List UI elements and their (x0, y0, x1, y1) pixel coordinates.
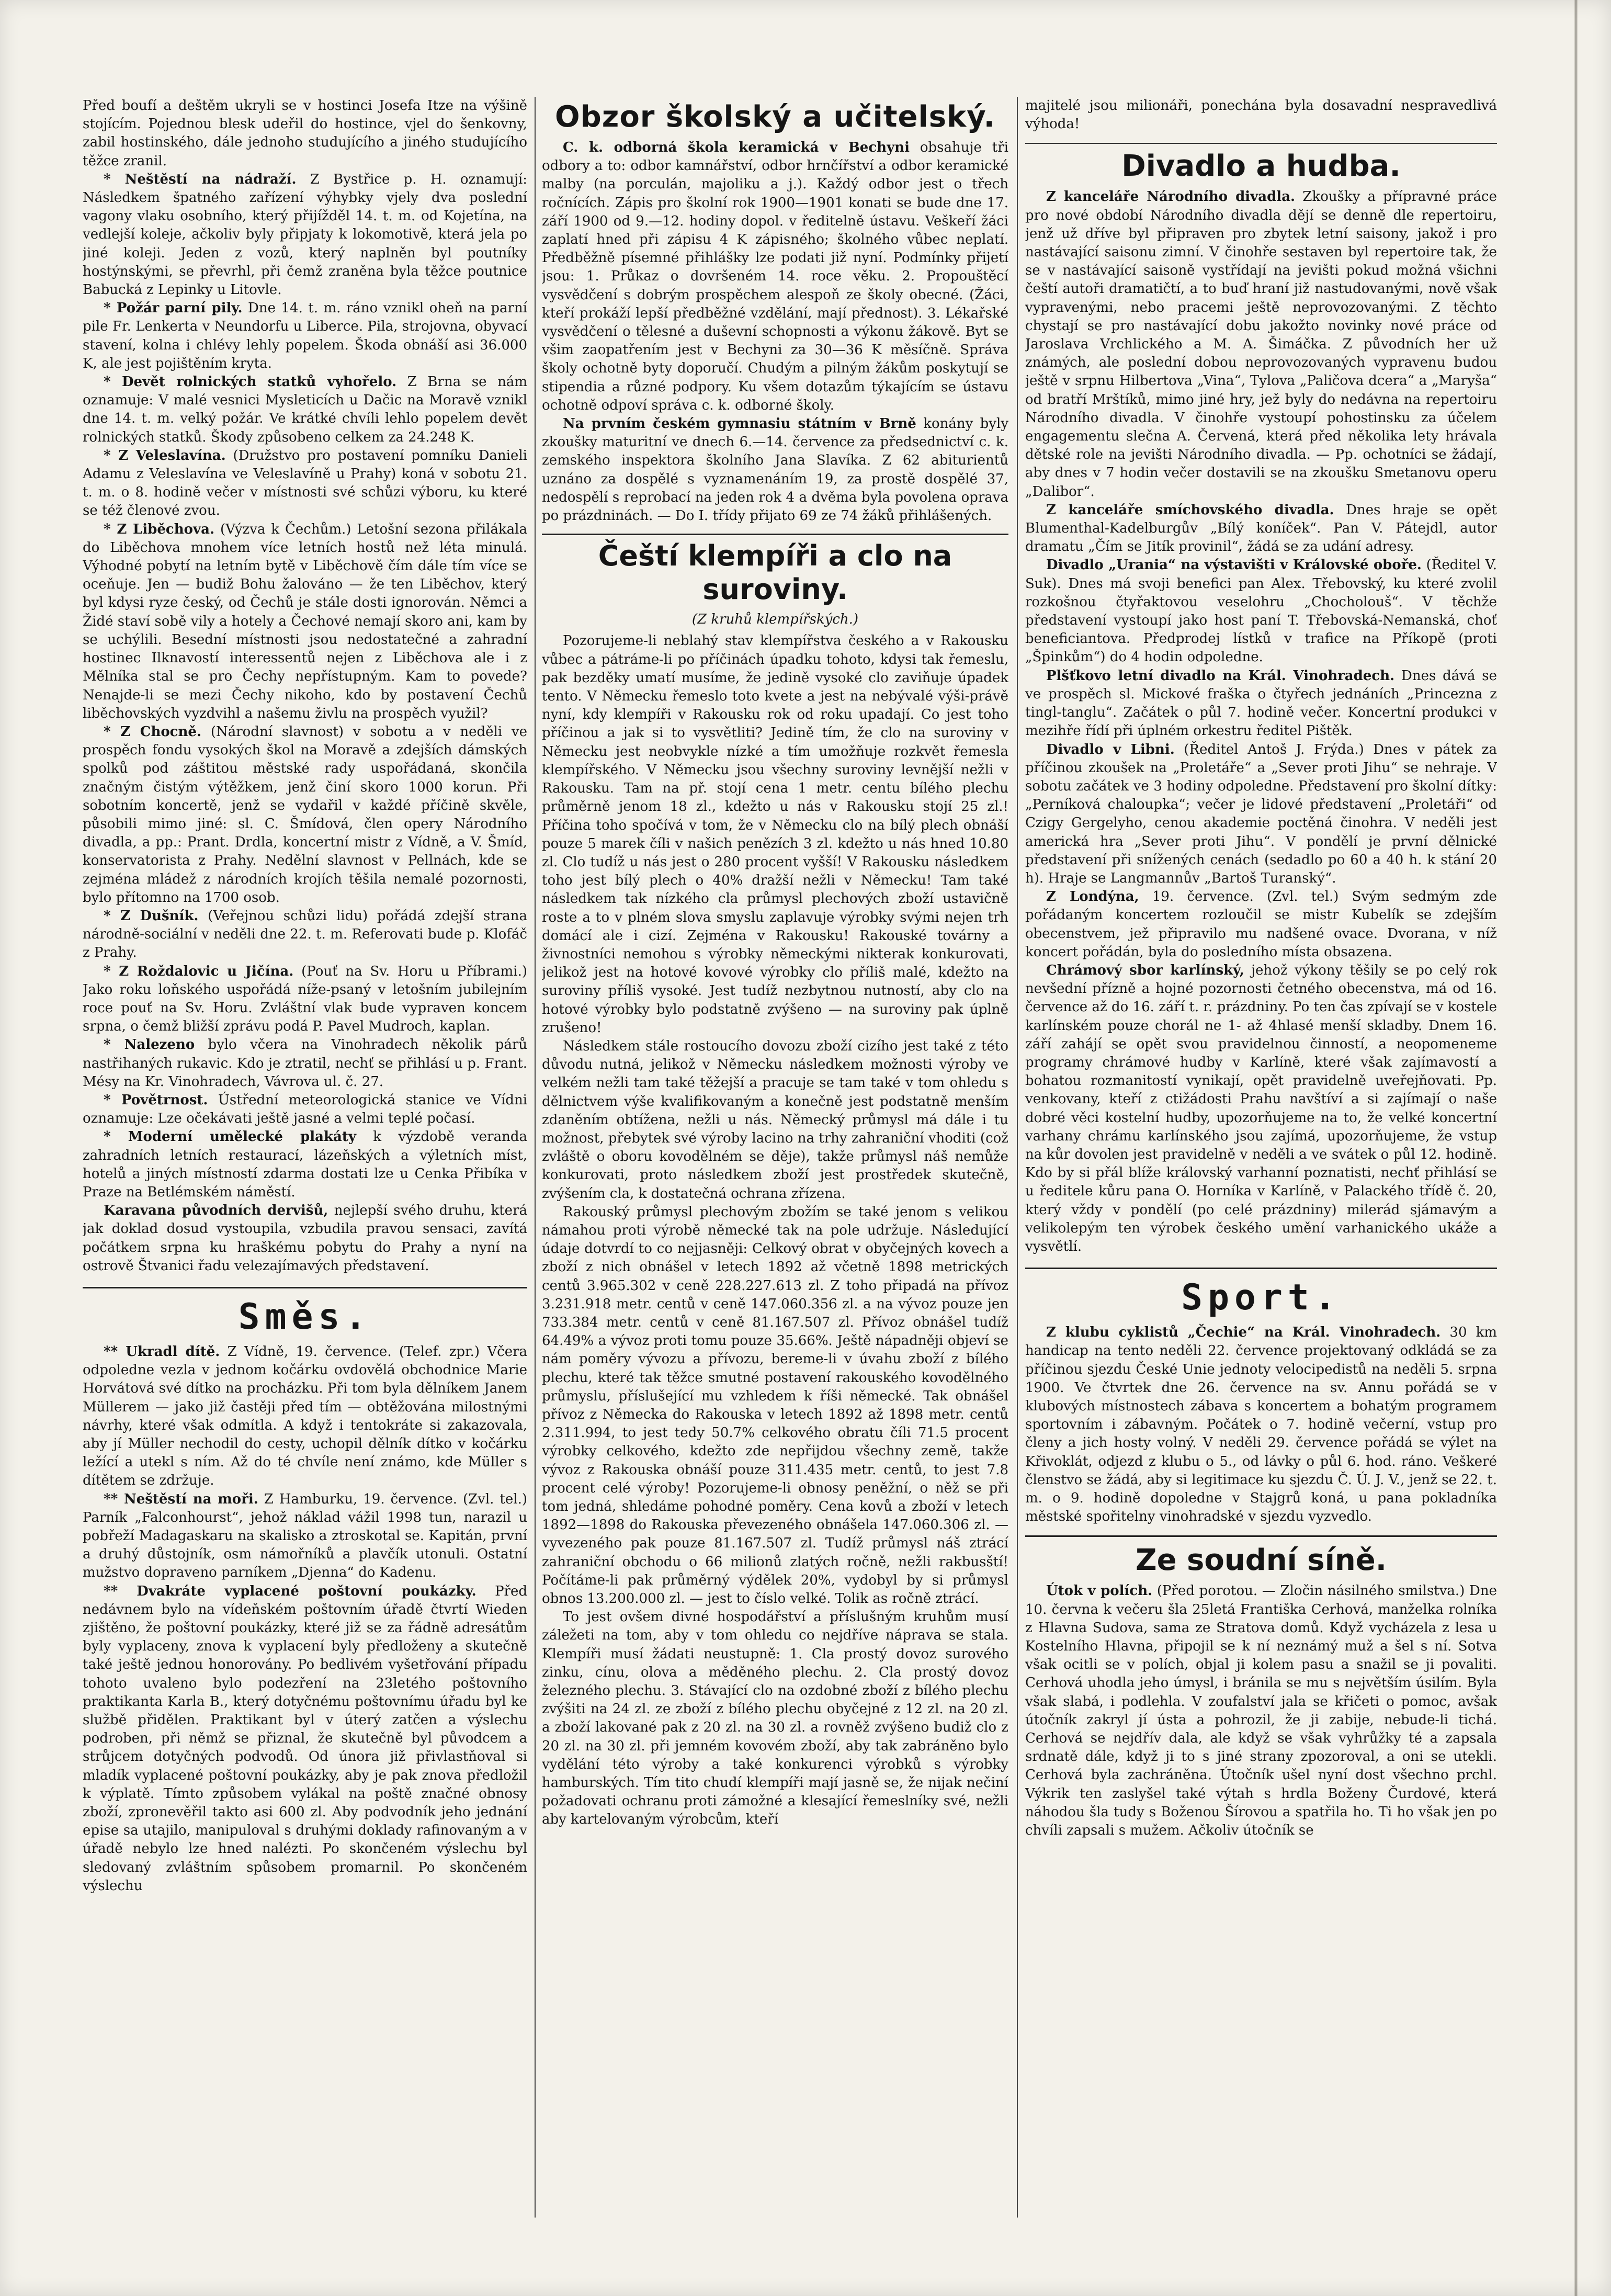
column-middle (542, 97, 1008, 2223)
news-item (83, 723, 527, 907)
news-item (83, 97, 527, 171)
news-text: (Pouť na Sv. Horu u Příbrami.) Jako roku loňského uspořádá níže-psaný v letošním jubilejním roce pouť na Sv. Horu. Zvláštní vlak bude vypraven koncem srpna, o čemž bližší zprávu podá P. Pavel Mudroch, kaplan. (83, 963, 527, 1035)
news-item (83, 1343, 527, 1490)
news-kicker: * Z Roždalovic u Jičína. (104, 963, 294, 979)
news-kicker: ** Dvakráte vyplacené poštovní poukázky. (104, 1583, 477, 1599)
news-text: (Družstvo pro postavení pomníku Danieli Adamu z Veleslavína ve Veleslavíně u Prahy) koná v sobotu 21. t. m. o 8. hodině večer v místnosti své schůzi výboru, ku které se též členové zvou. (83, 447, 527, 519)
news-item (83, 907, 527, 963)
news-text: Před boufí a deštěm ukryli se v hostinci Josefa Itze na výšině stojícím. Pojednou blesk udeřil do hostince, vjel do šenkovny, zabil hostinského, dále jednoho studujícího a jiného studujícího těžce zranil. (83, 98, 527, 169)
news-item (542, 139, 1008, 415)
news-text: Z Vídně, 19. července. (Telef. zpr.) Včera odpoledne vezla v jednom kočárku ovdovělá obchodnice Marie Horvátová své dítko na procházku. Při tom byla dělníkem Janem Müllerem — jako již častěji před tím — obtěžována milostnými návrhy, které však odmítla. A když i tentokráte si zakazovala, aby jí Müller nechodil do cesty, uchopil dělník dítko v kočárku ležící a utekl s ním. Až do té chvíle není známo, kde Müller s dítětem se zdržuje. (83, 1344, 527, 1489)
news-item (83, 1036, 527, 1091)
news-text: Ústřední meteorologická stanice ve Vídni oznamuje: Lze očekávati ještě jasné a velmi teplé počasí. (83, 1092, 527, 1127)
news-text: k výzdobě veranda zahradních letních restaurací, lázeňských a výletních míst, hotelů a jiných místností zdarma dostati lze u Cenka Přibíka v Praze na Betlémském náměstí. (83, 1129, 527, 1200)
column-rule-right (1017, 97, 1018, 2218)
news-text: obsahuje tři odbory a to: odbor kamnářství, odbor hrnčířství a odbor keramické malby (na porculán, majoliku a j.). Každý odbor jest o třech ročnících. Zápis pro školní rok 1900—1901 konati se bude dne 17. září 1900 od 9.—12. hodiny dopol. v ředitelně ústavu. Veškeří žáci zaplatí hned při zápisu 4 K zápisného; školného vůbec neplatí. Předběžně písemné přihlášky lze podati již nyní. Podmínky přijetí jsou: 1. Průkaz o dovršeném 14. roce věku. 2. Propouštěcí vysvědčení s dobrým prospěchem alespoň ze školy obecné. (Žáci, kteří prokáží lepší předběžné vzdělání, mají přednost). 3. Lékařské vysvědčení o tělesné a duševní schopnosti a výkonu žákově. Byt se všim zaopatřením jest v Bechyni za 30—36 K měsíčně. Správa školy ochotně byty doporučí. Chudým a pilným žákům poskytují se stipendia a různé podpory. Ku všem dotazům týkajícím se ústavu ochotně odpoví správa c. k. odborné školy. (542, 140, 1008, 413)
news-text: Dnes dává se ve prospěch sl. Mickové fraška o čtyřech jednáních „Princezna z tingl-tanglu“. Začátek o půl 7. hodině večer. Koncertní produkci v mezihře řídí při úplném orkestru ředitel Pištěk. (1025, 668, 1497, 739)
news-kicker: * Z Dušník. (104, 908, 199, 924)
news-text: (Národní slavnost) v sobotu a v neděli ve prospěch fondu vysokých škol na Moravě a zdejších dámských spolků pod záštitou městské rady uspořádaná, skončila značným čistým výtěžkem, jenž činí skoro 1000 korun. Při sobotním koncertě, jenž se vydařil v každé příčině skvěle, působili mimo jiné: sl. C. Šmídová, člen opery Národního divadla, a pp.: Prant. Drdla, koncertní mistr z Vídně, a V. Šmíd, konservatorista z Prahy. Nedělní slavnost v Pellnách, kde se zejména mládež z národních krojích těšila nemalé pozornosti, bylo přítomno na 1700 osob. (83, 723, 527, 906)
news-kicker: Na prvním českém gymnasiu státním v Brně (563, 416, 916, 432)
news-kicker: * Požár parní pily. (104, 300, 243, 316)
news-item (1025, 1324, 1497, 1526)
column-rule-left (535, 97, 536, 2218)
news-item (83, 1582, 527, 1895)
news-text: (Ředitel V. Suk). Dnes má svoji benefici pan Alex. Třebovský, ku které zvolil rozkošnou čtyřaktovou veselohru „Chocholouš“. V těchže představení vystoupí jako host paní T. Třebovská-Nemanská, choť beneficiantova. Předprodej lístků v trafice na Příkopě (proti „Špinkům“) do 4 hodin odpoledne. (1025, 557, 1497, 665)
news-kicker: Karavana původních dervišů, (104, 1203, 328, 1219)
news-item (83, 373, 527, 447)
news-text: (Ředitel Antoš J. Frýda.) Dnes v pátek za příčinou zkoušek na „Proletáře“ a „Sever proti Jihu“ se nehraje. V sobotu začátek ve 3 hodiny odpoledne. Představení pro školní dítky: „Perníková chaloupka“; večer je lidové představení „Proletáři“ od Czigy Gergelyho, cenou akademie poctěná činohra. V neděli jest americká hra „Sever proti Jihu“. V pondělí je první dělnické představení při snížených cenách (sedadlo po 60 a 40 h. k stání 20 h). Hraje se Langmannův „Bartoš Turanský“. (1025, 741, 1497, 886)
news-text: 30 km handicap na tento neděli 22. července projektovaný odkládá se za příčinou sjezdu České Unie jednoty velocipedistů na neděli 5. srpna 1900. Ve čtvrtek dne 26. července na sv. Annu pořádá se v klubových místnostech zábava s koncertem a bohatým programem sportovním i zábavným. Počátek o 7. hodině večerní, vstup pro členy a jich hosty volný. V neděli 29. července pořádá se výlet na Křivoklát, odjezd z klubu o 5., od lávky o půl 6. hod. ráno. Veškeré členstvo se žádá, aby si legitimace ku sjezdu Č. Ú. J. V., jenž se 22. t. m. o 9. hodině dopoledne v Stajgrů koná, u pana pokladníka městské spořitelny vinohradské v sjezdu vyzvedlo. (1025, 1325, 1497, 1525)
page-fold-shadow (1574, 0, 1578, 2296)
section-title-divadlo: Divadlo a hudba. (1025, 143, 1497, 184)
news-kicker: Divadlo „Urania“ na výstavišti v Královské oboře. (1046, 557, 1422, 573)
section-title-smes: Směs. (83, 1287, 527, 1339)
news-item (83, 1091, 527, 1128)
news-item (83, 963, 527, 1036)
article-paragraph: To jest ovšem divné hospodářství a příslušným kruhům musí záležeti na tom, aby v tom ohledu co nejdříve náprava se stala. Klempíři musí žádati neustupně: 1. Cla prostý dovoz surového zinku, cínu, olova a měděného plechu. 2. Cla prostý dovoz železného plechu. 3. Stávající clo na ozdobné zboží z bílého plechu zvýšiti na 24 zl. ze zboží z bílého plechu obyčejné z 12 zl. na 20 zl. a zboží lakované pak z 20 zl. na 30 zl. a rovněž zvýšeno budiž clo z 20 zl. na 30 zl. při jemném kovovém zboží, aby tak zabráněno bylo vydělání této výroby a také konkurenci výrobků s výrobky hamburských. Tím tito chudí klempíři mají jasně se, že nijak nečiní požadovati ochranu proti zámožné a klesající řemeslníky své, nežli aby kartelovaným výrobcům, kteří (542, 1609, 1008, 1828)
news-kicker: Z kanceláře smíchovského divadla. (1046, 502, 1334, 518)
news-item (83, 1128, 527, 1202)
news-text: Dne 14. t. m. ráno vznikl oheň na parní pile Fr. Lenkerta v Neundorfu u Liberce. Pila, strojovna, obyvací stavení, kolna i chlévy lehly popelem. Škoda obnáší asi 36.000 K, ale jest pojištěním kryta. (83, 300, 527, 371)
news-kicker: * Povětrnost. (104, 1092, 208, 1108)
news-kicker: Útok v polích. (1046, 1583, 1153, 1599)
article-paragraph: Pozorujeme-li neblahý stav klempířstva českého a v Rakousku vůbec a pátráme-li po příčinách úpadku tohoto, kdysi tak řemeslu, pak bezděky umatí musíme, že jedině vysoké clo zaviňuje úpadek tento. V Německu řemeslo toto kvete a jest na nebývalé výši-právě nyní, kdy klempíři v Rakousku rok od roku upadají. Co jest toho příčinou a jak si to vysvětliti? Jedině tím, že clo na suroviny v Německu jest neobvykle nízké a tím umožňuje rozkvět řemesla klempířského. V Německu jsou všechny suroviny levnější nežli v Rakousku. Tam na př. stojí cena 1 metr. centu bílého plechu průměrně jenom 18 zl., kdežto u nás v Rakousku stojí 25 zl.! Příčina toho spočívá v tom, že v Německu clo na bílý plech obnáší pouze 5 marek číli v našich penězích 3 zl. kdežto u nás hned 10.80 zl. Clo tudíž u nás jest o 280 procent vyšší! V Rakousku následkem toho jest bílý plech o 40% dražší nežli v Německu! Tam také následkem tak nízkého cla průmysl plechových zboží ustavičně roste a to v plném slova smyslu zaplavuje výrobky svými nejen trh domácí ale i cizí. Zejména v Rakousku! Rakouské továrny a živnostníci nemohou s výrobky německými nikterak konkurovati, jelikož jest na hotové kovové výrobky clo příliš malé, kdežto na suroviny příliš vysoké. Jest tudíž nezbytnou nutností, aby clo na hotové výrobky bylo podstatně zvýšeno — na suroviny pak úplně zrušeno! (542, 633, 1008, 1036)
news-item (83, 171, 527, 299)
news-kicker: * Devět rolnických statků vyhořelo. (104, 374, 397, 390)
section-title-sport: Sport. (1025, 1268, 1497, 1319)
news-item (1025, 1582, 1497, 1840)
news-kicker: Plšťkovo letní divadlo na Král. Vinohradech. (1046, 668, 1395, 684)
news-text: Dnes hraje se opět Blumenthal-Kadelburgův „Bílý koníček“. Pan V. Pátejdl, autor dramatu „Čím se Jitík provinil“, žádá se za udání adresy. (1025, 502, 1497, 555)
article-subtitle: (Z kruhů klempířských.) (691, 612, 859, 628)
news-item (83, 1490, 527, 1582)
news-text: 19. července. (Zvl. tel.) Svým sedmým zde pořádaným koncertem rozloučil se mistr Kubelík se zdejším obecenstvem, jež připravilo mu nadšené ovace. Dvorana, v níž koncert pořádán, byla do posledního místa obsazena. (1025, 889, 1497, 960)
news-item (542, 415, 1008, 525)
news-text: (Před porotou. — Zločin násilného smilstva.) Dne 10. června k večeru šla 25letá Františka Cerhová, manželka rolníka z Hlavna Sudova, sama ze Stratova domů. Když vycházela z lesa u Kostelního Hlavna, připojil se k ní neznámý muž a šel s ní. Sotva však ocitli se v polích, objal ji kolem pasu a snažil se ji povaliti. Cerhová uhodla jeho úmysl, i bránila se mu s největším úsilím. Byla však slabá, i podlehla. V zoufalství jala se křičeti o pomoc, avšak útočník zakryl jí ústa a pohrozil, že ji zabije, nebude-li tichá. Cerhová se nejdřív dala, ale když se však vyhrůžky té a zapsala srdnatě dále, když ji to s jiné strany zpozoroval, a oni se utekli. Cerhová byla zachráněna. Útočník ušel nyní dost všechno prchl. Výkrik ten zaslyšel také výtah s hrdla Boženy Čurdové, která náhodou šla tudy s Boženou Šírovou a spatřila ho. Ti ho však jen po chvíli zapsali s mužem. Ačkoliv útočník se (1025, 1583, 1497, 1839)
news-item (1025, 888, 1497, 962)
news-item (1025, 556, 1497, 666)
news-text: Z Brna se nám oznamuje: V malé vesnici Mysleticích u Dačic na Moravě vznikl dne 14. t. m. velký požár. Ve krátké chvíli lehlo popelem devět rolnických statků. Škody způsobeno celkem za 24.248 K. (83, 374, 527, 445)
column-right (1025, 97, 1497, 2223)
news-text: Z Bystřice p. H. oznamují: Následkem špatného zařízení výhybky vjely dva poslední vagony vlaku osobního, který přijížděl 14. t. m. od Kojetína, na vedlejší koleje, ačkoliv byly připjaty k lokomotivě, která jela po jiné koleji. Jeden z vozů, který naplněn byl poutníky hostýnskými, se převrhl, při čemž zraněna byla těžce poutnice Babucká z Lepinky u Litovle. (83, 171, 527, 298)
news-kicker: ** Neštěstí na moři. (104, 1491, 258, 1507)
news-item (1025, 501, 1497, 557)
news-text: konány byly zkoušky maturitní ve dnech 6.—14. července za předsednictví c. k. zemského inspektora školního Jana Slavíka. Z 62 abiturientů uznáno za dospělé s vyznamenáním 19, za prostě dospělé 37, nedospělí s reprobací na jeden rok 4 a dvěma byla povolena oprava po prázdninách. — Do I. třídy přijato 69 ze 74 žáků přihlášených. (542, 416, 1008, 524)
news-text: nejlepší svého druhu, která jak doklad dosud vystoupila, vzbudila pravou sensaci, zavítá počátkem srpna ku hraškému pobytu do Prahy a nyní na ostrově Štvanici řadu velezajímavých představení. (83, 1203, 527, 1274)
news-kicker: Z klubu cyklistů „Čechie“ na Král. Vinohradech. (1046, 1325, 1441, 1341)
news-text: (Výzva k Čechům.) Letošní sezona přilákala do Liběchova mnohem více letních hostů než léta minulá. Výhodné pobytí na letním bytě v Liběchově čím dále tím více se oceňuje. Jen — budiž Bohu žalováno — že ten Liběchov, který byl kdysi ryze český, od Čechů je stále dosti ignorován. Němci a Židé staví sobě vily a hotely a Čechové nemají skoro ani, kam by se uchýlili. Besední místnosti jsou nedostatečné a zahradní hostinec Ilknavostí interessentů nejen z Liběchova ale i z Mělníka stal se pro Čechy nepřístupným. Kam to povede? Nenajde-li se mezi Čechy nikoho, kdo by postavení Čechů liběchovských vyzdvihl a našemu živlu na prospěch využil? (83, 521, 527, 721)
section-title-soudni: Ze soudní síně. (1025, 1535, 1497, 1578)
news-item (1025, 741, 1497, 888)
news-text: Před nedávnem bylo na vídeňském poštovním úřadě čtvrtí Wieden zjištěno, že poštovní poukázky, které již se za řádně adresátům byly vyplaceny, znova k vyplacení byly předloženy a skutečně také ještě jednou honorovány. Po bedlivém vyšetřování případu tohoto uvaleno bylo podezření na 23letého poštovního praktikanta Karla B., který dotyčnému poštovnímu úřadu byl ke službě přidělen. Praktikant byl v úterý zatčen a výslechu podroben, při němž se přiznal, že skutečně byl původcem a strůjcem dotyčných podvodů. Od února již přivlastňoval si mladík vyplacené poštovní poukázky, aby je pak znova předložil k výplatě. Tímto způsobem vylákal na poště značné obnosy zboží, zpronevěřil takto asi 600 zl. Aby podvodník jeho jednání epise sa utajilo, manipuloval s druhými doklady rafinovaným a v úřadě nebylo lze hned nalézti. Po skončeném výslechu byl sledovaný zvláštním spůsobem promarnil. Po skončeném výslechu (83, 1583, 527, 1894)
news-kicker: Z kanceláře Národního divadla. (1046, 189, 1296, 205)
news-item (1025, 188, 1497, 501)
news-text: jehož výkony těšily se po celý rok nevšední přízně a hojné pozornosti četného obecenstva, má od 16. července až do 16. září t. r. prázdniny. Po ten čas zpívají se v kostele karlínském pouze chorál ne 1- až 4hlasé menší skladby. Dnem 16. září zahájí se opět svou pravidelnou činností, a neopomeneme programy chrámové hudby v Karlíně, které však zajímavostí a bohatou rozmanitostí vynikají, opět pravidelně uveřejňovati. Pp. venkovany, kteří z ctižádosti Prahu navštíví a si zajímají o naše dobré věci kostelní hudby, upozorňujeme na to, že velké koncertní varhany chrámu karlínského jsou zajímá, upozorňujeme, že vstup na kůr dovolen jest pravidelně v neděli a ve svátek o půl 12. hodině. Kdo by si přál blíže královský varhanní poznatisti, nechť přihlásí se u ředitele kůru pana O. Horníka v Karlíně, v Palackého třídě č. 20, který vždy v pondělí (po celé prázdniny) milerád sjámavým a velikolepým ten výrobek českého umění varhanického ukáže a vysvětlí. (1025, 962, 1497, 1254)
news-kicker: * Z Liběchova. (104, 521, 214, 537)
news-text: (Veřejnou schůzi lidu) pořádá zdejší strana národně-sociální v neděli dne 22. t. m. Referovati bude p. Klofáč z Prahy. (83, 908, 527, 961)
news-item (83, 299, 527, 373)
news-kicker: Chrámový sbor karlínský, (1046, 962, 1244, 978)
news-kicker: * Nalezeno (104, 1037, 195, 1053)
news-item (83, 521, 527, 723)
news-kicker: C. k. odborná škola keramická v Bechyni (563, 140, 910, 155)
article-continuation: majitelé jsou milionáři, ponechána byla dosavadní nespravedlivá výhoda! (1025, 98, 1497, 132)
news-item (1025, 667, 1497, 741)
news-kicker: Z Londýna, (1046, 889, 1139, 905)
news-text: bylo včera na Vinohradech několik párů nastřihaných rukavic. Kdo je ztratil, nechť se přihlásí u p. Frant. Mésy na Kr. Vinohradech, Vávrova ul. č. 27. (83, 1037, 527, 1090)
column-left (83, 97, 527, 2223)
article-title-klempiri: Čeští klempíři a clo na suroviny. (542, 534, 1008, 606)
news-kicker: * Moderní umělecké plakáty (104, 1129, 356, 1145)
news-text: Z Hamburku, 19. července. (Zvl. tel.) Parník „Falconhourst“, jehož náklad vážil 1998 tun, narazil u pobřeží Madagaskaru na skalisko a ztroskotal se. Kapitán, první a druhý důstojník, osm námořníků a plavčík utonuli. Ostatní mužstvo dopraveno parníkem „Djenna“ do Kadenu. (83, 1491, 527, 1581)
news-kicker: ** Ukradl dítě. (104, 1344, 220, 1360)
article-paragraph: Následkem stále rostoucího dovozu zboží cizího jest také z této důvodu nutná, jelikož v Německu následkem možnosti výroby ve velkém nežli tam také těžejší a pracuje se tam také v tom ohledu s dělnictvem výše kvalifikovaným a konečně jest podstatně menším zdaněním obtížena, nežli u nás. Německý průmysl má dále i tu možnost, přebytek své výroby lacino na trhy zahraniční vhoditi (což zvláště o oboru kovodělném se děje), takže průmysl náš nemůže konkurovati, proto následkem zboží jest prostředek skutečně, zvýšením cla, k dostatečná ochrana zřízena. (542, 1038, 1008, 1202)
section-title-obzor: Obzor školský a učitelský. (555, 100, 995, 134)
news-kicker: * Neštěstí na nádraží. (104, 171, 297, 187)
news-kicker: * Z Chocně. (104, 723, 202, 740)
news-item (83, 447, 527, 521)
article-paragraph: Rakouský průmysl plechovým zbožím se také jenom s velikou námahou proti výrobě německé tak na pole udržuje. Následující údaje dotvrdí to co nejjasněji: Celkový obrat v obyčejných kovech a zboží z nich obnášel v letech 1892 až včetně 1898 metrických centů 3.965.302 v ceně 228.227.613 zl. Z toho připadá na přívoz 3.231.918 metr. centů v ceně 147.060.356 zl. a na vývoz pouze jen 733.384 metr. centů v ceně 81.167.507 zl. Přívoz obnášel tudíž 64.49% a vývoz proti tomu pouze 35.66%. Ještě nápadněji objeví se nám poměry vývozu a přívozu, bereme-li v úvahu zboží z bílého plechu, které tak těžce smutné postavení rakouského kovodělného průmyslu, příslušející mu vzhledem k říši německé. Tak obnášel přívoz z Německa do Rakouska v letech 1892 až 1898 metr. centů 2.311.994, to jest tedy 50.7% celkového obratu číli 71.5 procent výrobky celkového, kdežto zde nepřijdou všechny země, takže vývoz z Rakouska obnáší pouze 311.435 metr. centů, to jest 7.8 procent celé výroby! Pozorujeme-li obnosy peněžní, o něž se při tom jedná, shledáme pohodné poměry. Cena kovů a zboží v letech 1892—1898 do Rakouska převezeného obnášela 147.060.306 zl. — vyvezeného pak pouze 81.167.507 zl. Tudíž průmysl náš ztrácí zahraniční obchodu o 66 milionů zlatých ročně, nežli rakbusští! Počítáme-li pak průměrný výdělek 20%, vydobyl by si průmysl obnos 13.200.000 zl. — jest to číslo velké. Tolik as ročně ztrácí. (542, 1204, 1008, 1607)
news-text: Zkoušky a přípravné práce pro nové období Národního divadla dějí se denně dle repertoiru, jenž už dříve byl připraven pro zbytek letní saisony, jakož i pro nastávající saisonu zimní. V činohře sestaven byl repertoire tak, že se v nastávající saisoně vystřídají na jevišti pokud možná všichni čeští autoři dramatičtí, a to buď hraní již nastudovanými, nově však vypravenými, nebo pracemi ještě neprovozovanými. Z těchto chystají se pro nastávající dobu jakožto novinky nové práce od Jaroslava Vrchlického a M. A. Šimáčka. Z původních her už známých, ale poslední dobou neprovozovaných vypravenu budou ještě v srpnu Hilbertova „Vina“, Tylova „Paličova dcera“ a „Maryša“ od bratří Mrštíků, mimo jiné hry, jež byly do nedávna na repertoiru Národního divadla. V činohře vystoupí pohostinsku za účelem engagementu slečna A. Červená, která před několika lety hrávala dětské role na jevišti Národního divadla. — Pp. ochotníci se žádají, aby dnes v 7 hodin večer dostavili se na zkoušku Smetanovu operu „Dalibor“. (1025, 189, 1497, 500)
news-kicker: * Z Veleslavína. (104, 447, 226, 463)
news-kicker: Divadlo v Libni. (1046, 741, 1175, 757)
news-item (1025, 962, 1497, 1256)
news-item (83, 1202, 527, 1275)
